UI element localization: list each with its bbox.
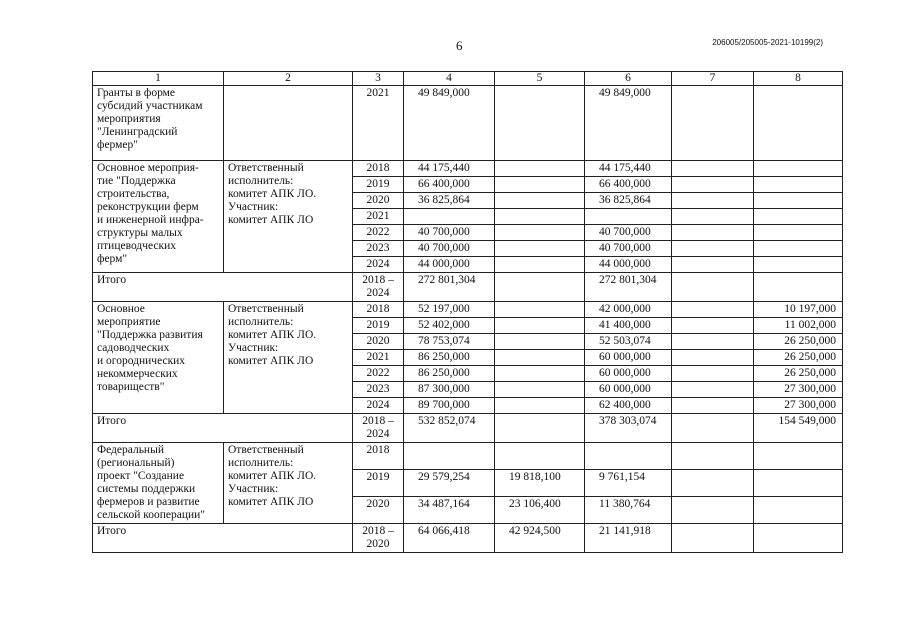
other-amount-cell: [754, 193, 843, 209]
total-amount-cell: [404, 443, 495, 470]
federal-amount-cell: 42 924,500: [495, 524, 585, 553]
federal-amount-cell: [495, 257, 585, 273]
year-cell: 2024: [353, 257, 404, 273]
local-amount-cell: [672, 382, 754, 398]
total-amount-cell: [404, 209, 495, 225]
regional-amount-cell: 272 801,304: [585, 273, 672, 302]
total-amount-cell: 87 300,000: [404, 382, 495, 398]
federal-amount-cell: [495, 414, 585, 443]
federal-amount-cell: [495, 366, 585, 382]
other-amount-cell: 27 300,000: [754, 382, 843, 398]
other-amount-cell: 26 250,000: [754, 350, 843, 366]
year-range-cell: 2018 – 2024: [353, 414, 404, 443]
total-row: [93, 273, 843, 302]
regional-amount-cell: 49 849,000: [585, 86, 672, 161]
table-row: [93, 86, 843, 161]
activity-name-cell: Гранты в форме субсидий участникам мероприятия "Ленинградский фермер": [93, 86, 224, 161]
regional-amount-cell: 40 700,000: [585, 241, 672, 257]
total-amount-cell: 86 250,000: [404, 350, 495, 366]
other-amount-cell: [754, 161, 843, 177]
regional-amount-cell: 11 380,764: [585, 497, 672, 524]
year-cell: 2018: [353, 302, 404, 318]
table-row: [93, 443, 843, 470]
header-cell: 3: [353, 72, 404, 86]
local-amount-cell: [672, 398, 754, 414]
regional-amount-cell: 60 000,000: [585, 350, 672, 366]
other-amount-cell: [754, 524, 843, 553]
other-amount-cell: [754, 257, 843, 273]
total-amount-cell: 89 700,000: [404, 398, 495, 414]
regional-amount-cell: 60 000,000: [585, 382, 672, 398]
year-cell: 2024: [353, 398, 404, 414]
other-amount-cell: [754, 241, 843, 257]
other-amount-cell: [754, 209, 843, 225]
executor-cell: Ответственный исполнитель: комитет АПК ЛО. Участник: комитет АПК ЛО: [224, 161, 353, 273]
total-amount-cell: 272 801,304: [404, 273, 495, 302]
activity-name-cell: Основное мероприя- тие "Поддержка строительства, реконструкции ферм и инженерной инфра- структуры малых птицеводческих ферм": [93, 161, 224, 273]
year-cell: 2018: [353, 443, 404, 470]
other-amount-cell: 11 002,000: [754, 318, 843, 334]
local-amount-cell: [672, 470, 754, 497]
total-label-cell: Итого: [93, 273, 353, 302]
local-amount-cell: [672, 257, 754, 273]
table-row: [93, 161, 843, 177]
document-id: 206005/205005-2021-10199(2): [712, 38, 823, 47]
regional-amount-cell: 44 175,440: [585, 161, 672, 177]
header-cell: 1: [93, 72, 224, 86]
local-amount-cell: [672, 177, 754, 193]
regional-amount-cell: 36 825,864: [585, 193, 672, 209]
total-amount-cell: 52 402,000: [404, 318, 495, 334]
other-amount-cell: 27 300,000: [754, 398, 843, 414]
total-row: [93, 524, 843, 553]
federal-amount-cell: [495, 225, 585, 241]
regional-amount-cell: [585, 443, 672, 470]
total-amount-cell: 29 579,254: [404, 470, 495, 497]
total-amount-cell: 64 066,418: [404, 524, 495, 553]
other-amount-cell: [754, 177, 843, 193]
local-amount-cell: [672, 366, 754, 382]
header-cell: 5: [495, 72, 585, 86]
other-amount-cell: [754, 225, 843, 241]
total-amount-cell: 86 250,000: [404, 366, 495, 382]
total-amount-cell: 34 487,164: [404, 497, 495, 524]
executor-cell: Ответственный исполнитель: комитет АПК ЛО. Участник: комитет АПК ЛО: [224, 443, 353, 524]
local-amount-cell: [672, 273, 754, 302]
local-amount-cell: [672, 86, 754, 161]
local-amount-cell: [672, 443, 754, 470]
header-row: [93, 72, 843, 86]
other-amount-cell: [754, 470, 843, 497]
table-row: [93, 302, 843, 318]
total-amount-cell: 44 175,440: [404, 161, 495, 177]
header-cell: 6: [585, 72, 672, 86]
regional-amount-cell: 42 000,000: [585, 302, 672, 318]
federal-amount-cell: [495, 398, 585, 414]
total-amount-cell: 49 849,000: [404, 86, 495, 161]
federal-amount-cell: [495, 86, 585, 161]
header-cell: 7: [672, 72, 754, 86]
header-cell: 8: [754, 72, 843, 86]
federal-amount-cell: [495, 318, 585, 334]
other-amount-cell: [754, 86, 843, 161]
other-amount-cell: [754, 443, 843, 470]
regional-amount-cell: 62 400,000: [585, 398, 672, 414]
federal-amount-cell: [495, 193, 585, 209]
year-cell: 2020: [353, 334, 404, 350]
local-amount-cell: [672, 318, 754, 334]
federal-amount-cell: 23 106,400: [495, 497, 585, 524]
regional-amount-cell: 21 141,918: [585, 524, 672, 553]
year-cell: 2020: [353, 193, 404, 209]
other-amount-cell: 10 197,000: [754, 302, 843, 318]
other-amount-cell: 26 250,000: [754, 366, 843, 382]
local-amount-cell: [672, 497, 754, 524]
local-amount-cell: [672, 241, 754, 257]
regional-amount-cell: 66 400,000: [585, 177, 672, 193]
federal-amount-cell: [495, 443, 585, 470]
regional-amount-cell: 44 000,000: [585, 257, 672, 273]
local-amount-cell: [672, 334, 754, 350]
activity-name-cell: Федеральный (региональный) проект "Создание системы поддержки фермеров и развитие сельской кооперации": [93, 443, 224, 524]
federal-amount-cell: [495, 241, 585, 257]
year-cell: 2022: [353, 225, 404, 241]
regional-amount-cell: 41 400,000: [585, 318, 672, 334]
regional-amount-cell: 40 700,000: [585, 225, 672, 241]
table-body: [93, 72, 843, 553]
local-amount-cell: [672, 161, 754, 177]
executor-cell: [224, 86, 353, 161]
total-amount-cell: 36 825,864: [404, 193, 495, 209]
total-amount-cell: 40 700,000: [404, 225, 495, 241]
year-range-cell: 2018 – 2020: [353, 524, 404, 553]
year-cell: 2021: [353, 350, 404, 366]
executor-cell: Ответственный исполнитель: комитет АПК ЛО. Участник: комитет АПК ЛО: [224, 302, 353, 414]
year-cell: 2021: [353, 86, 404, 161]
regional-amount-cell: [585, 209, 672, 225]
federal-amount-cell: [495, 334, 585, 350]
header-cell: 4: [404, 72, 495, 86]
federal-amount-cell: [495, 350, 585, 366]
other-amount-cell: 154 549,000: [754, 414, 843, 443]
total-amount-cell: 44 000,000: [404, 257, 495, 273]
federal-amount-cell: [495, 209, 585, 225]
federal-amount-cell: [495, 273, 585, 302]
local-amount-cell: [672, 193, 754, 209]
federal-amount-cell: [495, 161, 585, 177]
local-amount-cell: [672, 225, 754, 241]
regional-amount-cell: 378 303,074: [585, 414, 672, 443]
federal-amount-cell: 19 818,100: [495, 470, 585, 497]
year-cell: 2018: [353, 161, 404, 177]
total-amount-cell: 532 852,074: [404, 414, 495, 443]
total-amount-cell: 66 400,000: [404, 177, 495, 193]
year-cell: 2019: [353, 318, 404, 334]
header-cell: 2: [224, 72, 353, 86]
year-cell: 2023: [353, 382, 404, 398]
other-amount-cell: [754, 497, 843, 524]
local-amount-cell: [672, 350, 754, 366]
year-cell: 2019: [353, 177, 404, 193]
year-range-cell: 2018 – 2024: [353, 273, 404, 302]
year-cell: 2022: [353, 366, 404, 382]
year-cell: 2020: [353, 497, 404, 524]
federal-amount-cell: [495, 382, 585, 398]
year-cell: 2023: [353, 241, 404, 257]
federal-amount-cell: [495, 302, 585, 318]
local-amount-cell: [672, 209, 754, 225]
local-amount-cell: [672, 302, 754, 318]
other-amount-cell: [754, 273, 843, 302]
regional-amount-cell: 52 503,074: [585, 334, 672, 350]
total-amount-cell: 40 700,000: [404, 241, 495, 257]
total-amount-cell: 78 753,074: [404, 334, 495, 350]
local-amount-cell: [672, 524, 754, 553]
budget-table: [92, 71, 843, 553]
total-amount-cell: 52 197,000: [404, 302, 495, 318]
local-amount-cell: [672, 414, 754, 443]
total-label-cell: Итого: [93, 414, 353, 443]
page-number: 6: [456, 38, 463, 53]
year-cell: 2021: [353, 209, 404, 225]
regional-amount-cell: 60 000,000: [585, 366, 672, 382]
regional-amount-cell: 9 761,154: [585, 470, 672, 497]
activity-name-cell: Основное мероприятие "Поддержка развития садоводческих и огороднических некоммерческих товариществ": [93, 302, 224, 414]
year-cell: 2019: [353, 470, 404, 497]
federal-amount-cell: [495, 177, 585, 193]
other-amount-cell: 26 250,000: [754, 334, 843, 350]
total-label-cell: Итого: [93, 524, 353, 553]
total-row: [93, 414, 843, 443]
